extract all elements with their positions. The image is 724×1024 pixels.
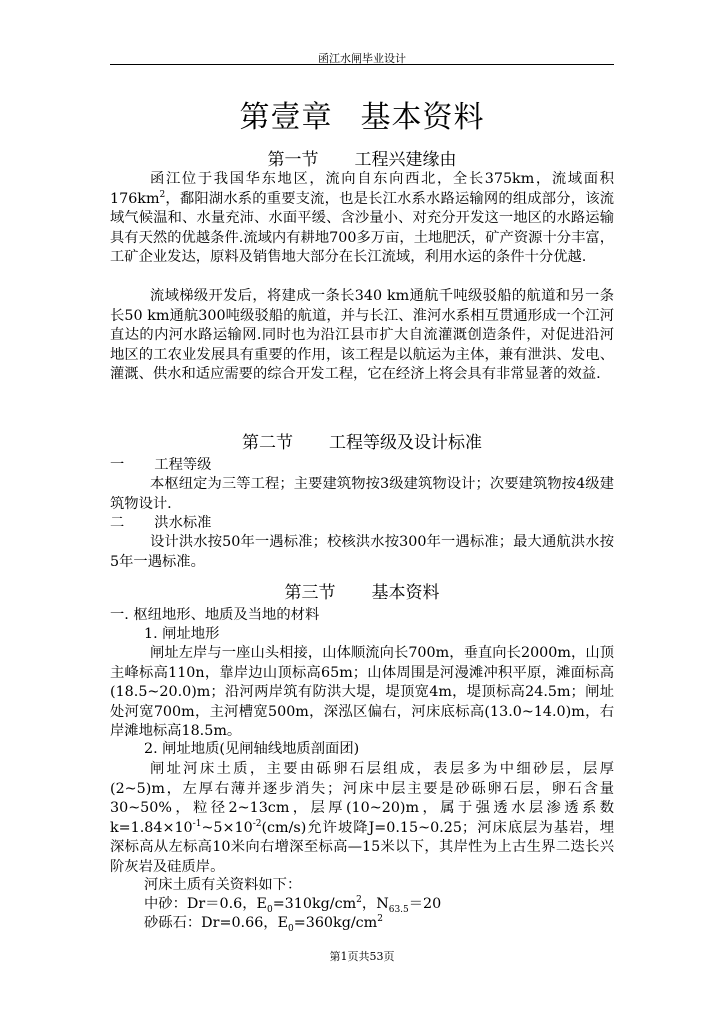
item-1-heading: 一 工程等级 <box>110 457 212 473</box>
section-1-paragraph-2: 流域梯级开发后，将建成一条长340 km通航千吨级驳船的航道和另一条长50 km通航300吨级驳船的航道，并与长江、淮河水系相互贯通形成一个江河直达的内河水路运输网.同时也为沿江县市扩大自流灌溉创造条件，对促进沿河地区的工农业发展具有重要的作用，该工程是以航运为主体，兼有泄洪、发电、灌溉、供水和适应需要的综合开发工程，它在经济上将会具有非常显著的效益. <box>110 288 614 382</box>
section-2-heading <box>0 428 724 453</box>
item-1-text: 本枢纽定为三等工程；主要建筑物按3级建筑物设计；次要建筑物按4级建筑物设计. <box>110 476 614 512</box>
item-2-heading: 二 洪水标准 <box>110 515 212 531</box>
section-1-heading <box>0 145 724 170</box>
item-2-text: 设计洪水按50年一遇标准；校核洪水按300年一遇标准；最大通航洪水按5年一遇标准。 <box>110 534 614 570</box>
subsection-1-heading: 一. 枢纽地形、地质及当地的材料 <box>110 607 320 623</box>
chapter-number: 第壹章 <box>239 100 333 135</box>
section-1-title: 工程兴建缘由 <box>354 150 457 170</box>
header-rule <box>110 64 614 65</box>
subsection-1-2-heading: 2. 闸址地质(见闸轴线地质剖面团) <box>144 741 360 757</box>
chapter-name: 基本资料 <box>360 100 485 135</box>
section-3-number: 第三节 <box>284 583 336 603</box>
page-footer: 第1页共53页 <box>329 950 395 963</box>
section-2-number: 第二节 <box>242 433 293 453</box>
terrain-paragraph: 闸址左岸与一座山头相接，山体顺流向长700m，垂直向长2000m，山顶主峰标高110n，靠岸边山顶标高65m；山体周围是河漫滩冲积平原，滩面标高(18.5~20.0)m；沿河两岸筑有防洪大堤，堤顶宽4m，堤顶标高24.5m；闸址处河宽700m，主河槽宽500m，深泓区偏右，河床底标高(13.0~14.0)m，右岸滩地标高18.5m。 <box>110 645 614 739</box>
geology-paragraph: 闸址河床土质，主要由砾卵石层组成，表层多为中细砂层，层厚(2~5)m，左厚右薄并逐步消失；河床中层主要是砂砾卵石层，卵石含量30~50%，粒径2~13cm，层厚(10~20)m，属于强透水层渗透系数$k=1.84\times 10^{-1}\sim 5\times 10^{-2}(cm/s)$允许坡降J=0.15~0.25；河床底层为基岩，埋深标高从左标高10米向右增深至标高—15米以下，其岸性为上古生界二迭长兴阶灰岩及硅质岸。 <box>110 761 614 875</box>
section-1-number: 第一节 <box>267 150 319 170</box>
section-2-title: 工程等级及设计标准 <box>329 433 482 453</box>
gravel-data: 砂砾石：Dr=0.66，$E_0=360kg/cm^2$ <box>144 914 383 934</box>
running-header: 函江水闸毕业设计 <box>318 52 406 65</box>
subsection-1-1-heading: 1. 闸址地形 <box>144 626 220 642</box>
section-3-heading <box>0 578 724 603</box>
section-3-title: 基本资料 <box>371 583 440 603</box>
medium-sand-data: 中砂：Dr＝0.6，$E_0=310kg/cm^2$，$N_{63.5}=20$ <box>144 895 442 915</box>
section-1-paragraph-1: 函江位于我国华东地区，流向自东向西北，全长375km，流域面积$176km^2$，鄱阳湖水系的重要支流，也是长江水系水路运输网的组成部分，该流域气候温和、水量充沛、水面平缓、含沙量小、对充分开发这一地区的水路运输具有天然的优越条件.流域内有耕地700多万亩，土地肥沃，矿产资源十分丰富，工矿企业发达，原料及销售地大部分在长江流域，利用水运的条件十分优越. <box>110 171 614 265</box>
soil-data-intro: 河床土质有关资料如下： <box>144 877 302 893</box>
chapter-title <box>0 92 724 136</box>
